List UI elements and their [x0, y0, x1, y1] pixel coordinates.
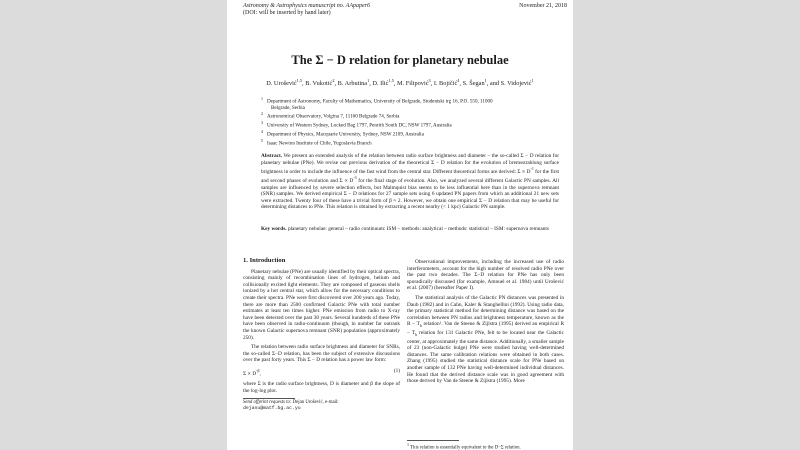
author-name: I. Bojičić$^4$	[433, 78, 460, 88]
keywords-label: Key words.	[261, 226, 287, 232]
author-name: M. Filipović$^3$	[397, 78, 431, 88]
author-name: B. Vukotić$^2$	[305, 78, 335, 88]
author-name: S. Vidojević$^1$	[500, 78, 534, 88]
abstract	[261, 153, 559, 211]
paper-title: The Σ − D relation for planetary nebulae	[291, 53, 509, 67]
affiliation-item: Belgrade, Serbia	[271, 104, 305, 111]
author-affiliation-mark: 3	[428, 78, 431, 83]
right-paragraph-1: Observational improvements, including the increased use of radio interferometers, account for the high number of resolved radio PNe over the past two decades. The Σ−D relation for PNe has only been sporadically discussed (for example, Amnuel et al. 1984) until Urošević et al. (2007) (hereafter Paper I).	[407, 259, 564, 292]
author-affiliation-mark: 4	[457, 78, 460, 83]
author-affiliation-mark: 1	[367, 78, 370, 83]
footnote-rule	[243, 398, 295, 399]
author-name: D. Urošević$^{1,5}$	[266, 78, 303, 88]
intro-paragraph-3: where Σ is the radio surface brightness, D is diameter and β the slope of the log-log plot.	[243, 381, 400, 394]
affiliation-item: $^1$Department of Astronomy, Faculty of Mathematics, University of Belgrade, Studentski trg 16, P.O. 550, 11000	[261, 96, 493, 105]
affiliation-item: $^4$Department of Physics, Macquarie University, Sydney, NSW 2109, Australia	[261, 128, 424, 138]
correspondence-name: Dejan Urošević,	[292, 400, 324, 406]
paper-page	[227, 0, 573, 450]
journal-header	[243, 3, 370, 17]
email-label: e-mail:	[325, 400, 339, 406]
equation-1-body: $\Sigma \propto D^{-\beta}$,	[243, 367, 261, 377]
correspondence-note	[243, 400, 400, 412]
right-footnote-rule	[407, 440, 459, 441]
abstract-label: Abstract.	[261, 153, 283, 159]
footnote-mark: 1	[407, 442, 409, 447]
footnote-text: This relation is essentially equivalent to the D−Σ relation.	[410, 445, 521, 450]
equation-1-number: (1)	[393, 367, 400, 374]
author-name: S. Šegan$^1$	[462, 78, 487, 88]
right-paragraph-2: The statistical analysis of the Galactic PN distances was presented in Daub (1982) and in Cahn, Kaler & Stanghellini (1992). Using radio data, the primary statistical method for determining distance was based on the correlation between PN radius and brightness temperature, known as the $R - T_b$ relation¹. Van de Steene & Zijlstra (1995) derived an empirical $R - T_b$ relation for 131 Galactic PNe, felt to be located near the Galactic center, at approximately the same distance. Additionally, a smaller sample of 23 (non-Galactic bulge) PNe were studied having well-determined distances. The same calibration relations were obtained in both cases. Zhang (1995) studied the statistical distance scale for PNe based on another sample of 132 PNe having well-determined individual distances. He found that the derived distance scale was in good agreement with those derived by Van de Steene & Zijlstra (1995). More	[407, 294, 565, 385]
affiliation-item: $^2$Astronomical Observatory, Volgina 7, 11160 Belgrade 74, Serbia	[261, 111, 400, 120]
section-heading-introduction: 1. Introduction	[243, 257, 286, 264]
doi-line: (DOI: will be inserted by hand later)	[243, 10, 331, 16]
journal-line: Astronomy & Astrophysics manuscript no. AApaper6	[243, 3, 370, 9]
affiliations	[261, 96, 561, 147]
author-line: D. Urošević$^{1,5}$, B. Vukotić$^2$, B. Arbutina$^1$, D. Ilić$^{1,5}$, M. Filipović$^3$, I. Bojičić$^4$, S. Šegan$^1$, and S. Vidojević$^1$	[266, 78, 534, 88]
affiliation-item: $^5$Isaac Newton Institute of Chile, Yugoslavia Branch	[261, 137, 372, 147]
left-column	[243, 258, 400, 412]
correspondence-email[interactable]: dejanu@matf.bg.ac.yu	[243, 406, 301, 412]
author-affiliation-mark: 1,5	[296, 78, 303, 83]
intro-paragraph-2: The relation between radio surface brightness and diameter for SNRs, the so-called Σ−D relation, has been the subject of extensive discussions over the past forty years. This Σ − D relation has a power law form:	[243, 344, 400, 364]
abstract-text: We present an extended analysis of the relation between radio surface brightness and diameter – the so-called Σ − D relation for planetary nebulae (PNe). We revise our previous derivation of the theoretical Σ − D relation for the evolution of bremsstrahlung surface brightness in order to include the influence of the fast wind from the central star. Different theoretical forms are derived: $\Sigma \propto D^{-1}$ for the first and second phases of evolution and $\Sigma \propto D^{-3}$ for the final stage of evolution. Also, we analyzed several different Galactic PN samples. All samples are influenced by severe selection effects, but Malmquist bias seems to be less influential here than in the supernova remnant (SNR) samples. We derived empirical Σ − D relations for 27 sample sets using 6 updated PN papers from which an additional 21 new sets were extracted. Twenty four of these have a trivial form of β ≈ 2. However, we obtain one empirical Σ − D relation that may be useful for determining distances to PNe. This relation is obtained by extracting a recent nearby (< 1 kpc) Galactic PN sample.	[261, 153, 559, 211]
author-affiliation-mark: 1,5	[388, 78, 394, 83]
equation-1	[243, 368, 400, 377]
keywords	[261, 226, 559, 233]
author-affiliation-mark: 1	[531, 78, 534, 83]
offprint-prefix: Send offprint requests to:	[243, 400, 292, 406]
right-footnote	[407, 442, 567, 450]
manuscript-date: November 21, 2018	[519, 3, 567, 9]
intro-paragraph-1: Planetary nebulae (PNe) are usually identified by their optical spectra, consisting mainly of recombination lines of hydrogen, helium and collisionally excited light elements. They are composed of gaseous shells ionized by a hot central star, which allow for the necessary conditions to create their spectra. PNe were first discovered over 200 years ago. Today, there are more than 2500 confirmed Galactic PNe with total number estimates at least ten times higher. PNe emission from radio to X-ray have been detected over the past 30 years. Several hundreds of these PNe have been observed in radio-continuum (though, in number far outrank the known Galactic supernova remnant (SNR) population (approximately 250).	[243, 268, 400, 341]
author-name: B. Arbutina$^1$	[337, 78, 370, 88]
author-affiliation-mark: 2	[332, 78, 335, 83]
keywords-text: planetary nebulae: general – radio continuum: ISM – methods: analytical – methods: statistical – ISM: supernova remnants	[287, 226, 549, 232]
right-column	[407, 259, 564, 385]
author-name: D. Ilić$^{1,5}$	[372, 78, 394, 88]
author-affiliation-mark: 1	[484, 78, 487, 83]
affiliation-item: $^3$University of Western Sydney, Locked Bag 1797, Penrith South DC, NSW 1797, Australia	[261, 119, 452, 129]
